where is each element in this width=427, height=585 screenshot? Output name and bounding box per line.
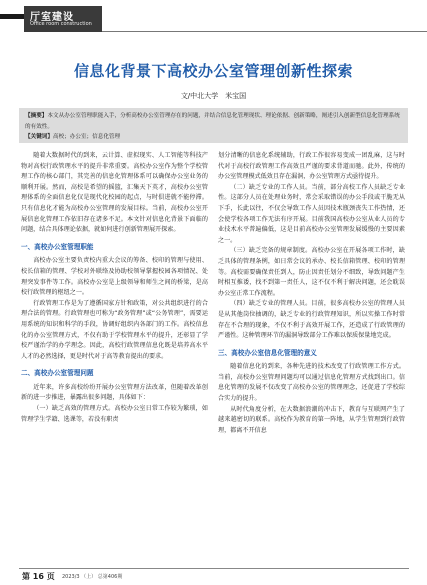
abstract-label: 【摘要】 <box>25 113 48 119</box>
keywords-label: 【关键词】 <box>25 134 53 140</box>
paragraph: （二）缺乏专业的工作人员。当前，部分高校工作人员缺乏专业性。这部分人员在处理业务时，常会采取错误的办公手段或干脆无从下手，长此以往，不仅会导致工作人员因技术瓶颈丧失工作热情，还会使学校各项工作无法有序开展。目前我国高校办公室从业人员的专业技术水平普遍偏低，这是目前高校办公室管理发展缓慢的主要因素之一。 <box>218 183 405 244</box>
footer-rule <box>19 568 409 569</box>
paragraph: （一）缺乏高效的管理方式。高校办公室日常工作较为繁琐，如管理学生学籍、选课等，若没有职责 <box>21 405 208 423</box>
article-author: 文/中北大学 米宝国 <box>180 92 247 100</box>
page-footer <box>0 560 427 585</box>
paragraph: 随着信息化的到来，各种先进的技术改变了行政管理工作方式。当前，高校办公室管理问题均可以通过信息化管理方式找到出口。信息化管理的发展不仅改变了高校办公室的管理理念，还促进了学校综合实力的提升。 <box>218 363 405 403</box>
header-stripe <box>0 14 24 19</box>
section-heading: 二、高校办公室管理问题 <box>21 369 94 378</box>
right-column <box>218 151 405 436</box>
page-number: 第 16 页 <box>22 572 55 581</box>
paragraph: 近年来，许多高校纷纷开展办公室管理方法改革，但随着改革创新的进一步推进，暴露出很多问题，具体如下： <box>21 383 208 402</box>
section-title: 厅室建设 <box>30 12 74 23</box>
keywords-text: 高校；办公室；信息化管理 <box>52 134 121 140</box>
paragraph: 从时代角度分析，在大数据浪潮的冲击下，教育与互联网产生了越来越密切的联系。高校作为教育的第一阵地，从学生管理到行政管理，都离不开信息 <box>218 405 405 434</box>
header-rule <box>102 31 427 32</box>
abstract-text: 本文从办公室管理职能入手，分析高校办公室管理存在的问题，并结合信息化管理现状、理论依据、创新策略，阐述引入创新型信息化管理系统的有效性。 <box>25 113 400 130</box>
section-heading: 三、高校办公室信息化管理的意义 <box>218 348 317 357</box>
paragraph: （四）缺乏专业的管理人员。目前，很多高校办公室的管理人员是从其他岗位抽调的，缺乏专业的行政管理知识，所以实操工作时常存在不合理的现象，不仅不利于高效开展工作，还造成了行政管理的严谨性。这种管理环节的漏洞导致部分工作难以保质保量地完成。 <box>218 300 405 340</box>
abstract-box <box>19 108 408 143</box>
section-heading: 一、高校办公室管理职能 <box>21 242 94 251</box>
keywords <box>25 132 402 143</box>
article-title: 信息化背景下高校办公室管理创新性探索 <box>73 62 353 80</box>
issue-info: 2023/3 （上） 总第406期 <box>62 574 123 580</box>
section-header <box>0 0 427 46</box>
paragraph: 随着大数据时代的到来，云计算、虚拟现实、人工智能等科技产物对高校行政管理水平的提升非常重要。高校办公室作为整个学校管理工作的核心部门，其完善的信息化管理体系可以确保办公室业务的顺利开展。然而，高校是希望的摇篮，汇集天下英才，高校办公室管理体系的全面信息化仅是现代化校园的起点，与时俱进就不能停滞。只有信息化才能为高校办公室管理的发展目标。当前，高校办公室开展信息化管理工作依旧存在诸多不足。本文针对信息化背景下面临的问题，结合具体理论依据，就如何进行创新管理展开探索。 <box>21 152 208 234</box>
paragraph: 划分清晰的信息化系统辅助，行政工作很容易变成一团乱麻，这与时代对于高校行政管理工作高效且严谨的要求背道而驰。此外，传统的办公室管理模式低效且存在漏洞，办公室管理方式亟待提升。 <box>218 152 405 181</box>
section-subtitle: Office room construction <box>30 21 92 27</box>
left-column <box>21 151 208 425</box>
abstract <box>25 111 402 132</box>
paragraph: 高校办公室主要负责校内重大会议的筹备、校印的管理与使用、校长信箱的管理、学校对外联络及协助校领导掌握校园各项情况、处理突发事件等工作。高校办公室是上级领导和师生之间的桥梁，是高校行政管理的枢纽之一。 <box>21 257 208 297</box>
paragraph: （三）缺乏完备的规章制度。高校办公室在开展各项工作时，缺乏具体的管理条例，如日常会议的承办、校长信箱管理、校印的管理等。高校需要确保责任到人，防止因责任划分不细致，导致问题产生时相互推诿，找不到第一责任人，这不仅不利于解决问题，还会耽误办公室正常工作流程。 <box>218 247 405 297</box>
paragraph: 行政管理工作是为了遵循国家方针和政策，对公共组织进行的合理合法的管理。行政管理也可称为“政务管理”或“公务管理”，需要运用系统的知识和科学的手段，协调好组织内各部门的工作。高校信息化的办公室管理方式，不仅有助于学校管理水平的提升，还彰显了学校严谨治学的办学理念。因此，高校行政管理信息化既是培养高水平人才的必然选择，更是时代对于高等教育提出的要求。 <box>21 299 208 360</box>
